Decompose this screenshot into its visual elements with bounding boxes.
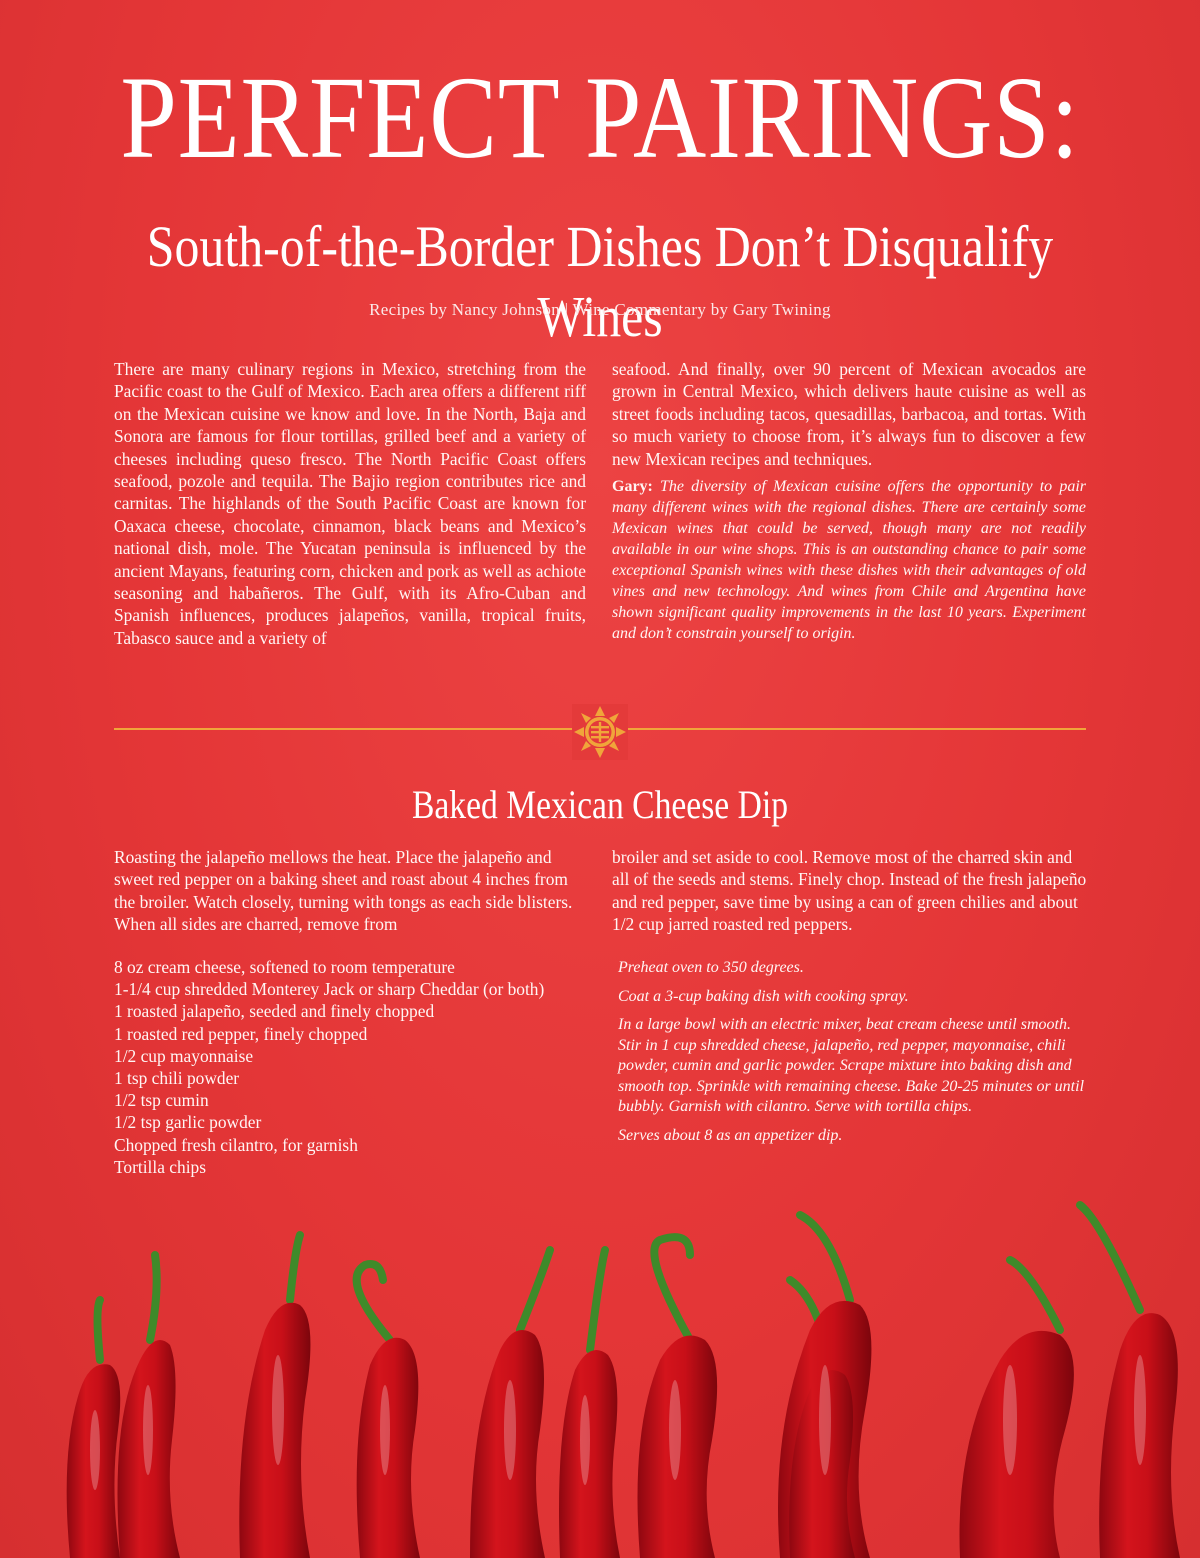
ingredient-item: Chopped fresh cilantro, for garnish [114,1134,358,1155]
pepper-stem [357,1264,390,1340]
intro-left-column: There are many culinary regions in Mexico, stretching from the Pacific coast to the Gulf of Mexico. Each area offers a different riff on the Mexican cuisine we know and love. In the North, Baja and Sonora are famous for flour tortillas, grilled beef and a variety of cheeses including queso fresco. The North Pacific Coast offers seafood, pozole and tequila. The Bajio region contributes rice and carnitas. The highlands of the South Pacific Coast are known for Oaxaca cheese, chocolate, cinnamon, black beans and Mexico’s national dish, mole. The Yucatan peninsula is influenced by the ancient Mayans, featuring corn, chicken and pork as well as achiote seasoning and habañeros. The Gulf, with its Afro-Cuban and Spanish influences, produces jalapeños, vanilla, tropical fruits, Tabasco sauce and a variety of [114,359,586,648]
ingredient-item: 1-1/4 cup shredded Monterey Jack or sharp Cheddar (or both) [114,979,545,1000]
sun-emblem-icon [572,704,628,760]
ingredient-item: 1 roasted red pepper, finely chopped [114,1023,368,1044]
direction-step: In a large bowl with an electric mixer, beat cream cheese until smooth. Stir in 1 cup shredded cheese, jalapeño, red pepper, mayonnaise, chili powder, cumin and garlic powder. Scrape mixture into baking dish and smooth top. Sprinkle with remaining cheese. Bake 20-25 minutes or until bubbly. Garnish with cilantro. Serve with tortilla chips. [618,1016,1085,1115]
ingredient-item: 1/2 tsp garlic powder [114,1112,262,1133]
ingredient-item: 1/2 cup mayonnaise [114,1045,254,1066]
pepper-stem [290,1235,300,1300]
pepper-highlight [272,1355,284,1465]
ingredient-list [114,956,604,1178]
ingredient-item: 1 tsp chili powder [114,1068,240,1089]
commentator-label: Gary: [612,478,653,496]
intro-right-text: seafood. And finally, over 90 percent of Mexican avocados are grown in Central Mexico, which delivers haute cuisine as well as street foods including tacos, quesadillas, barbacoa, and tortas. With so much variety to choose from, it’s always fun to discover a few new Mexican recipes and techniques. [612,359,1086,469]
pepper-stem [654,1237,690,1340]
recipe-intro-left: Roasting the jalapeño mellows the heat. Place the jalapeño and sweet red pepper on a baking sheet and roast about 4 inches from the broiler. Watch closely, turning with tongs as each side blisters. When all sides are charred, remove from [114,847,573,935]
directions [618,958,1088,1154]
recipe-title: Baked Mexican Cheese Dip [411,782,789,827]
direction-step: Preheat oven to 350 degrees. [618,959,804,976]
pepper-stem [1080,1205,1140,1310]
pepper-highlight [90,1410,100,1490]
ingredient-item: 8 oz cream cheese, softened to room temperature [114,957,455,977]
pepper-stem [98,1300,101,1360]
pepper-highlight [504,1380,516,1480]
ingredient-item: Tortilla chips [114,1156,206,1177]
pepper-highlight [580,1395,590,1485]
wine-commentary [612,476,1086,644]
pepper-stem [1010,1260,1060,1330]
direction-step: Coat a 3-cup baking dish with cooking spray. [618,987,909,1005]
pepper-highlight [380,1385,390,1475]
pepper-highlight [1003,1365,1017,1475]
direction-step: Serves about 8 as an appetizer dip. [618,1126,843,1144]
pepper-stem [150,1255,157,1340]
ingredient-item: 1/2 tsp cumin [114,1090,209,1111]
byline: Recipes by Nancy Johnson | Wine Commentary by Gary Twining [369,300,831,319]
commentary-text: The diversity of Mexican cuisine offers the opportunity to pair many different wines with the regional dishes. There are certainly some Mexican wines that could be served, though many are not readily available in our wine shops. This is an outstanding chance to pair some exceptional Spanish wines with these dishes with their advantages of old vines and new technology. And wines from Chile and Argentina have shown significant quality improvements in the last 10 years. Experiment and don’t constrain yourself to origin. [612,478,1086,643]
pepper-highlight [1134,1355,1146,1465]
page-title: PERFECT PAIRINGS: [120,52,1080,183]
ingredient-item: 1 roasted jalapeño, seeded and finely chopped [114,1001,435,1022]
recipe-intro-right: broiler and set aside to cool. Remove most of the charred skin and all of the seeds and stems. Finely chop. Instead of the fresh jalapeño and red pepper, save time by using a can of green chilies and about 1/2 cup jarred roasted red peppers. [612,847,1087,935]
page-subtitle: South-of-the-Border Dishes Don’t Disqualify Wines [146,214,1054,349]
pepper-stem [520,1250,550,1330]
pepper-highlight [143,1385,153,1475]
pepper-body [960,1331,1074,1558]
chili-peppers-image [0,1190,1200,1558]
pepper-stem [590,1250,605,1350]
pepper-highlight [819,1365,831,1475]
pepper-highlight [669,1380,681,1480]
pepper-stem [800,1215,850,1300]
intro-right-column [612,358,1086,650]
